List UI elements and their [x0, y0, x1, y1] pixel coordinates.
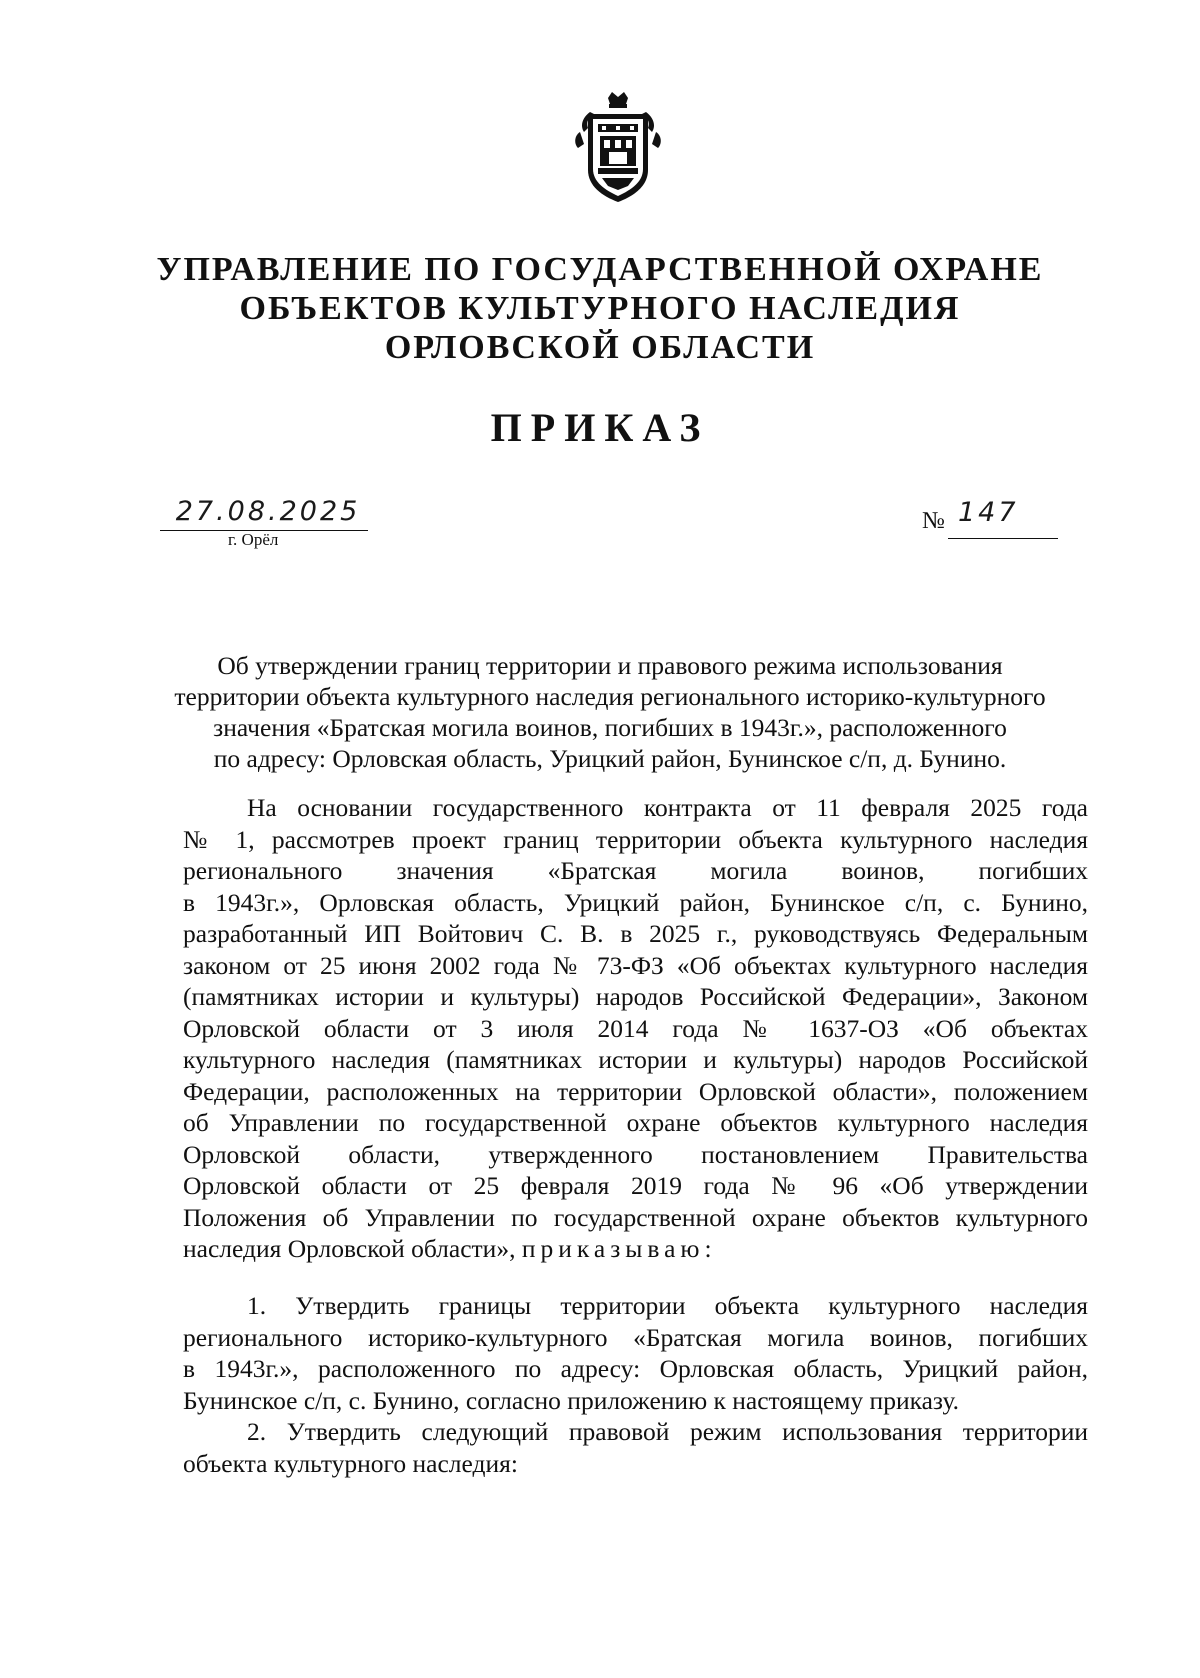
paragraph-line: Положения об Управлении по государственной охране объектов культурного: [183, 1202, 1088, 1232]
paragraph-line: разработанный ИП Войтович С. В. в 2025 г., руководствуясь Федеральным: [183, 919, 1088, 948]
paragraph-last-line: [183, 1233, 1088, 1265]
paragraph-line: На основании государственного контракта от 11 февраля 2025 года: [247, 793, 1088, 822]
item-last-line: объекта культурного наследия:: [183, 1448, 518, 1478]
subject-line: значения «Братская могила воинов, погибших в 1943г.», расположенного: [213, 713, 1007, 742]
paragraph-line: законом от 25 июня 2002 года № 73-ФЗ «Об объектах культурного наследия: [183, 950, 1088, 980]
preamble-paragraph: [183, 792, 1088, 1265]
order-verb: приказываю:: [521, 1234, 717, 1263]
handwritten-number: 147: [958, 497, 1019, 528]
document-type-title: ПРИКАЗ: [490, 405, 710, 450]
subject-line: по адресу: Орловская область, Урицкий район, Бунинское с/п, д. Бунино.: [213, 744, 1007, 773]
item-last-line: Бунинское с/п, с. Бунино, согласно приложению к настоящему приказу.: [183, 1385, 960, 1415]
item-line: регионального историко-культурного «Братская могила воинов, погибших: [183, 1322, 1088, 1352]
paragraph-line: Орловской области, утвержденного постановлением Правительства: [183, 1139, 1088, 1169]
paragraph-line: Орловской области от 3 июля 2014 года № 1637-ОЗ «Об объектах: [183, 1013, 1088, 1043]
orel-oblast-coat-of-arms: [568, 92, 668, 204]
order-subject: [150, 650, 1070, 774]
paragraph-line: Федерации, расположенных на территории Орловской области», положением: [183, 1076, 1088, 1106]
agency-line: УПРАВЛЕНИЕ ПО ГОСУДАРСТВЕННОЙ ОХРАНЕ: [156, 251, 1044, 288]
order-item-2: [183, 1416, 1088, 1479]
order-item-1: [183, 1290, 1088, 1416]
paragraph-line: об Управлении по государственной охране объектов культурного наследия: [183, 1108, 1088, 1137]
paragraph-line: № 1, рассмотрев проект границ территории объекта культурного наследия: [183, 824, 1088, 854]
paragraph-line: регионального значения «Братская могила воинов, погибших: [183, 856, 1088, 885]
agency-name: [150, 250, 1050, 367]
paragraph-line: в 1943г.», Орловская область, Урицкий район, Бунинское с/п, с. Бунино,: [183, 887, 1088, 917]
number-label: №: [922, 508, 945, 534]
agency-line: ОРЛОВСКОЙ ОБЛАСТИ: [384, 329, 816, 366]
paragraph-line: культурного наследия (памятниках истории и культуры) народов Российской: [183, 1045, 1088, 1074]
agency-line: ОБЪЕКТОВ КУЛЬТУРНОГО НАСЛЕДИЯ: [239, 290, 961, 327]
item-line: в 1943г.», расположенного по адресу: Орловская область, Урицкий район,: [183, 1354, 1088, 1383]
handwritten-date: 27.08.2025: [175, 496, 361, 527]
item-line: 2. Утвердить следующий правовой режим использования территории: [247, 1417, 1088, 1446]
item-line: 1. Утвердить границы территории объекта культурного наследия: [247, 1291, 1088, 1320]
city-label: г. Орёл: [228, 530, 279, 549]
paragraph-line: (памятниках истории и культуры) народов Российской Федерации», Законом: [183, 982, 1088, 1011]
subject-line: территории объекта культурного наследия регионального историко-культурного: [174, 682, 1046, 711]
subject-line: Об утверждении границ территории и правового режима использования: [217, 651, 1003, 680]
paragraph-last-line-text: наследия Орловской области»,: [183, 1234, 516, 1263]
number-underline: [948, 538, 1058, 539]
paragraph-line: Орловской области от 25 февраля 2019 года № 96 «Об утверждении: [183, 1171, 1088, 1200]
